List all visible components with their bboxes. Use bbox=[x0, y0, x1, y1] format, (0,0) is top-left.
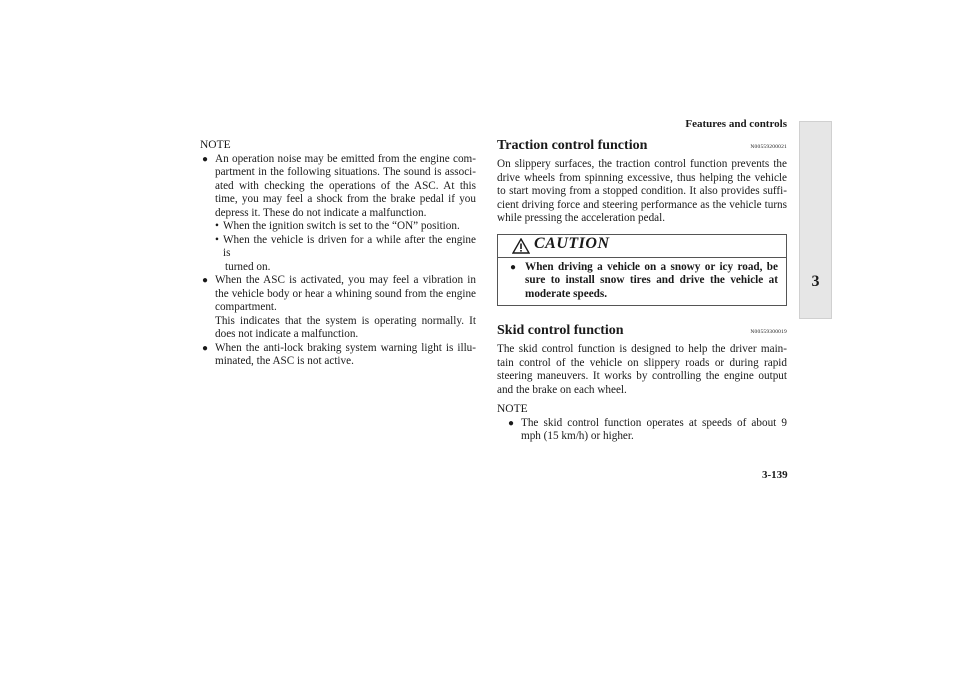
section-code: N00559200021 bbox=[750, 143, 787, 150]
sub-item bbox=[215, 220, 476, 234]
bullet-text: When the ASC is activated, you may feel a vibration in the vehicle body or hear a whining sound from the engine compartment. bbox=[215, 274, 476, 313]
skid-note-bullet bbox=[497, 417, 787, 444]
note-label: NOTE bbox=[200, 139, 231, 151]
bullet-icon: ● bbox=[202, 275, 209, 286]
page-header-title: Features and controls bbox=[685, 118, 787, 130]
caution-header bbox=[498, 235, 786, 258]
skid-heading bbox=[497, 324, 787, 341]
caution-box bbox=[497, 234, 787, 307]
skid-body: The skid control function is designed to help the driver main- tain control of the vehicle on slippery roads or during rapid steering maneuvers. It works by controlling the engine output and the brake on each wheel. bbox=[497, 343, 787, 396]
note-label: NOTE bbox=[497, 403, 528, 415]
sub-bullet-icon: • bbox=[215, 220, 219, 232]
caution-text: When driving a vehicle on a snowy or icy road, be sure to install snow tires and drive the vehicle at moderate speeds. bbox=[525, 260, 778, 300]
section-title: Skid control function bbox=[497, 323, 624, 338]
traction-heading bbox=[497, 139, 787, 156]
bullet-icon: ● bbox=[508, 417, 515, 429]
sub-item bbox=[215, 234, 476, 261]
warning-triangle-icon bbox=[512, 238, 530, 254]
bullet-text: When the anti-lock braking system warning light is illu- minated, the ASC is not active. bbox=[215, 341, 476, 367]
sub-bullet-icon: • bbox=[215, 233, 219, 246]
sub-item-text: When the vehicle is driven for a while after the engine is bbox=[223, 233, 476, 259]
bullet-text: The skid control function operates at speeds of about 9 mph (15 km/h) or higher. bbox=[521, 416, 787, 442]
section-title: Traction control function bbox=[497, 138, 648, 153]
sub-item-continuation: turned on. bbox=[225, 260, 271, 273]
sub-item-text: When the ignition switch is set to the “ON” position. bbox=[223, 220, 460, 232]
chapter-tab bbox=[799, 121, 832, 319]
bullet-icon: ● bbox=[510, 261, 517, 273]
bullet-icon: ● bbox=[202, 342, 209, 354]
note-bullet-1 bbox=[200, 153, 476, 275]
traction-body: On slippery surfaces, the traction control function prevents the drive wheels from spinning excessive, thus helping the vehicle to start moving from a stopped condition. It also provides suffi- cient driving force and steering performance as the vehicle turns while pressing the acceleration pedal. bbox=[497, 158, 787, 224]
chapter-number: 3 bbox=[811, 273, 820, 290]
caution-title: CAUTION bbox=[534, 234, 610, 252]
bullet-icon: ● bbox=[202, 153, 209, 165]
note-bullet-3 bbox=[200, 342, 476, 369]
note-bullet-2 bbox=[200, 274, 476, 342]
right-column bbox=[497, 139, 787, 444]
left-column bbox=[200, 139, 476, 369]
section-code: N00559300019 bbox=[750, 328, 787, 335]
caution-bullet bbox=[498, 258, 786, 306]
bullet-text: An operation noise may be emitted from the engine com- partment in the following situations. The sound is associ- ated with checking the operations of the ASC. At this time, you may feel a shock from the brake pedal if you depress it. These do not indicate a malfunction. bbox=[215, 152, 476, 219]
page-number: 3-139 bbox=[762, 469, 788, 481]
bullet-text-continued: This indicates that the system is operating normally. It does not indicate a malfunction. bbox=[215, 314, 476, 340]
